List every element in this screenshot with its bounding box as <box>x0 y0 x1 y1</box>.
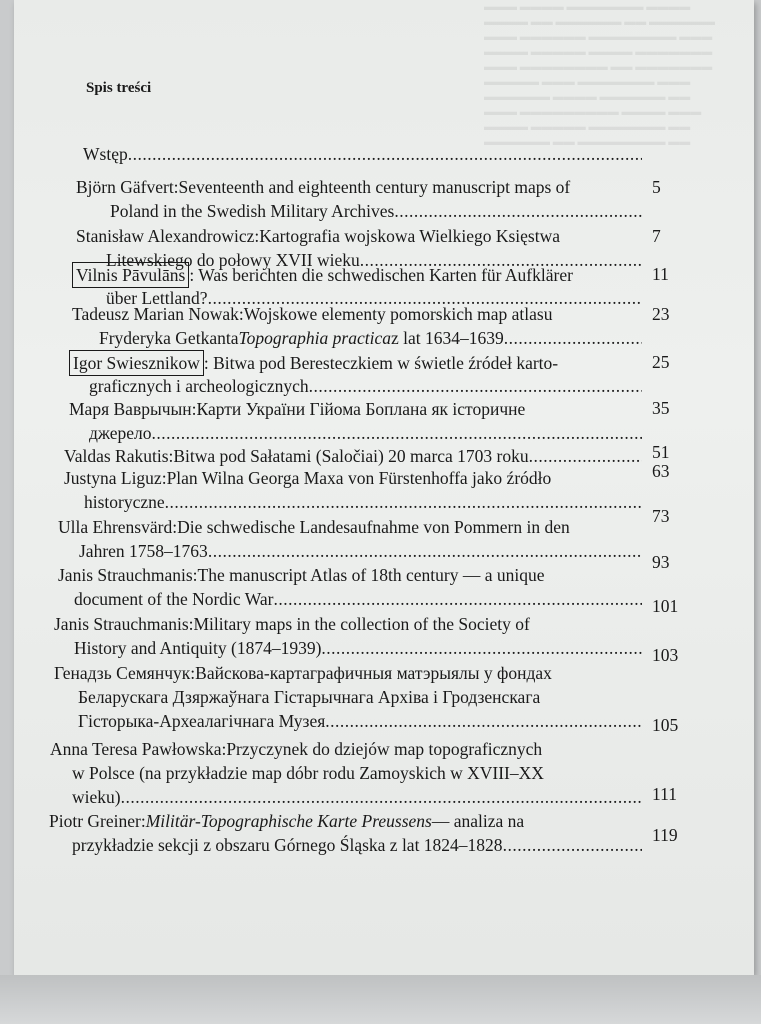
page-title: Spis treści <box>86 80 152 96</box>
page-number-text: 23 <box>652 304 670 324</box>
toc-text: über Lettland? <box>106 288 208 308</box>
toc-text: The manuscript Atlas of 18th century — a unique <box>197 565 545 585</box>
toc-text: History and Antiquity (1874–1939) <box>74 638 322 658</box>
page-number-text: 93 <box>652 552 670 572</box>
toc-text: Jahren 1758–1763 <box>79 541 208 561</box>
toc-line <box>79 539 642 563</box>
toc-line <box>84 490 642 514</box>
page-number-text: 73 <box>652 506 670 526</box>
toc-text: wieku) <box>72 787 121 807</box>
leader-dots <box>165 490 642 514</box>
toc-line <box>72 785 642 809</box>
toc-text: — analiza na <box>431 811 525 831</box>
toc-text: Poland in the Swedish Military Archives <box>110 201 395 221</box>
page-number-text: 111 <box>652 784 677 804</box>
toc-text: przykładzie sekcji z obszaru Górnego Śląska z lat 1824–1828 <box>72 835 503 855</box>
toc-line <box>72 302 552 326</box>
page-number <box>646 175 661 199</box>
toc-text: Przyczynek do dziejów map topograficznych <box>226 739 543 759</box>
page-number-text: 51 <box>652 442 670 462</box>
toc-text: Беларускага Дзяржаўнага Гістарычнага Архіва і Гродзенскага <box>78 687 541 707</box>
toc-text: джерело <box>89 423 152 443</box>
toc-text: Гісторыка-Археалагічнага Музея <box>78 711 326 731</box>
toc-author: Janis Strauchmanis: <box>54 614 194 634</box>
page-number-text: 119 <box>652 825 678 845</box>
toc-author: Маря Ваврычын: <box>69 399 197 419</box>
toc-line <box>58 515 570 539</box>
toc-line <box>99 326 642 350</box>
toc-author: Björn Gäfvert: <box>76 177 179 197</box>
toc-text: Military maps in the collection of the Society of <box>193 614 530 634</box>
page-number-text: 101 <box>652 596 679 616</box>
toc-text: historyczne <box>84 492 165 512</box>
toc-text: Plan Wilna Georga Maxa von Fürstenhoffa jako źródło <box>166 468 552 488</box>
toc-line <box>72 833 642 857</box>
page-number <box>646 550 670 574</box>
toc-author: Vilnis Pāvulāns <box>72 262 189 288</box>
bleed-through-text: ▬▬▬ ▬▬▬▬ ▬▬▬▬▬▬▬ ▬▬▬▬ ▬▬▬▬ ▬▬ ▬▬▬▬▬▬ ▬▬ ▬▬▬▬▬▬ ▬▬▬ ▬▬▬▬▬▬ ▬▬▬▬▬▬▬▬ ▬▬▬ ▬▬▬▬ ▬▬▬▬▬ ▬▬▬▬ ▬▬▬▬▬▬▬ ▬▬▬ ▬▬▬▬▬▬▬▬ ▬▬ ▬▬▬▬▬▬▬ ▬▬▬▬▬ ▬▬▬ ▬▬▬▬▬▬▬ ▬▬▬ ▬▬▬▬▬▬ ▬▬▬▬ ▬▬▬▬▬▬ ▬▬ ▬▬▬ ▬▬▬▬▬▬▬▬▬ ▬▬▬▬ ▬▬▬ ▬▬▬▬ ▬▬▬▬▬ ▬▬▬▬▬▬▬ ▬▬ ▬▬▬▬▬▬ ▬▬ ▬▬▬▬▬▬▬▬ ▬▬ <box>484 1 715 148</box>
page-number-text: 5 <box>652 177 661 197</box>
toc-author: Piotr Greiner: <box>49 811 146 831</box>
toc-line <box>69 397 525 421</box>
toc-text: Kartografia wojskowa Wielkiego Księstwa <box>259 226 560 246</box>
page-number <box>646 713 678 737</box>
toc-author: Janis Strauchmanis: <box>58 565 198 585</box>
page-number <box>646 396 670 420</box>
leader-dots <box>529 444 642 468</box>
toc-author: Stanisław Alexandrowicz: <box>76 226 260 246</box>
toc-text: Seventeenth and eighteenth century manuscript maps of <box>178 177 571 197</box>
toc-line <box>69 350 558 376</box>
page-number-text: 35 <box>652 398 670 418</box>
page-number <box>646 823 678 847</box>
toc-line <box>110 199 642 223</box>
leader-dots <box>152 421 642 445</box>
leader-dots <box>325 709 642 733</box>
toc-text: Wstęp <box>83 144 128 164</box>
toc-line <box>78 709 642 733</box>
toc-text: Bitwa pod Sałatami (Saločiai) 20 marca 1703 roku <box>173 446 529 466</box>
toc-title-italic: Topographia practica <box>238 328 391 348</box>
toc-line <box>74 636 642 660</box>
toc-line <box>78 685 540 709</box>
leader-dots <box>503 833 642 857</box>
page-number <box>646 459 670 483</box>
page-number <box>646 302 670 326</box>
leader-dots <box>208 539 642 563</box>
page-number-text: 7 <box>652 226 661 246</box>
page-number <box>646 594 678 618</box>
page-number <box>646 504 670 528</box>
toc-line <box>83 142 642 166</box>
toc-author: Anna Teresa Pawłowska: <box>50 739 227 759</box>
toc-line <box>64 444 642 468</box>
leader-dots <box>504 326 642 350</box>
toc-line <box>74 587 642 611</box>
page-number-text: 25 <box>652 352 670 372</box>
toc-text: Wojskowe elementy pomorskich map atlasu <box>243 304 553 324</box>
toc-text: : Bitwa pod Beresteczkiem w świetle źródeł karto- <box>203 353 559 373</box>
toc-author: Justyna Liguz: <box>64 468 167 488</box>
toc-text: Die schwedische Landesaufnahme von Pommern in den <box>177 517 570 537</box>
toc-line <box>89 374 642 398</box>
toc-text: Карти України Гійома Боплана як історичне <box>196 399 526 419</box>
toc-text: : Was berichten die schwedischen Karten für Aufklärer <box>189 265 573 285</box>
toc-line <box>89 421 642 445</box>
page-number-text: 103 <box>652 645 679 665</box>
page-number <box>646 643 678 667</box>
toc-author: Valdas Rakutis: <box>64 446 174 466</box>
toc-text: Fryderyka Getkanta <box>99 328 239 348</box>
leader-dots <box>128 142 642 166</box>
toc-line <box>54 661 552 685</box>
page-number-text: 63 <box>652 461 670 481</box>
leader-dots <box>273 587 642 611</box>
toc-line <box>58 563 545 587</box>
leader-dots <box>309 374 642 398</box>
toc-line <box>49 809 524 833</box>
page-number <box>646 350 670 374</box>
toc-author: Генадзь Семянчук: <box>54 663 196 683</box>
toc-text: z lat 1634–1639 <box>390 328 504 348</box>
page-number <box>646 224 661 248</box>
page-number <box>646 782 677 806</box>
book-page <box>14 0 754 975</box>
toc-line <box>50 737 542 761</box>
page-number-text: 11 <box>652 264 669 284</box>
leader-dots <box>394 199 642 223</box>
toc-line <box>64 466 551 490</box>
toc-author: Igor Swiesznikow <box>69 350 204 376</box>
toc-author: Ulla Ehrensvärd: <box>58 517 178 537</box>
page-number-text: 105 <box>652 715 679 735</box>
toc-line <box>72 262 573 288</box>
toc-line <box>76 224 560 248</box>
toc-author: Tadeusz Marian Nowak: <box>72 304 244 324</box>
toc-text: graficznych i archeologicznych <box>89 376 309 396</box>
toc-title-italic: Militär-Topographische Karte Preussens <box>145 811 432 831</box>
toc-text: w Polsce (na przykładzie map dóbr rodu Zamoyskich w XVIII–XX <box>72 763 544 783</box>
toc-line <box>72 761 544 785</box>
page-number <box>646 262 669 286</box>
toc-text: Litewskiego do połowy XVII wieku <box>106 250 360 270</box>
table-surface <box>0 975 761 1024</box>
leader-dots <box>321 636 642 660</box>
leader-dots <box>121 785 642 809</box>
toc-text: Вайскова-картаграфичныя матэрыялы у фондах <box>195 663 552 683</box>
toc-line <box>54 612 530 636</box>
toc-line <box>76 175 570 199</box>
toc-text: document of the Nordic War <box>74 589 274 609</box>
